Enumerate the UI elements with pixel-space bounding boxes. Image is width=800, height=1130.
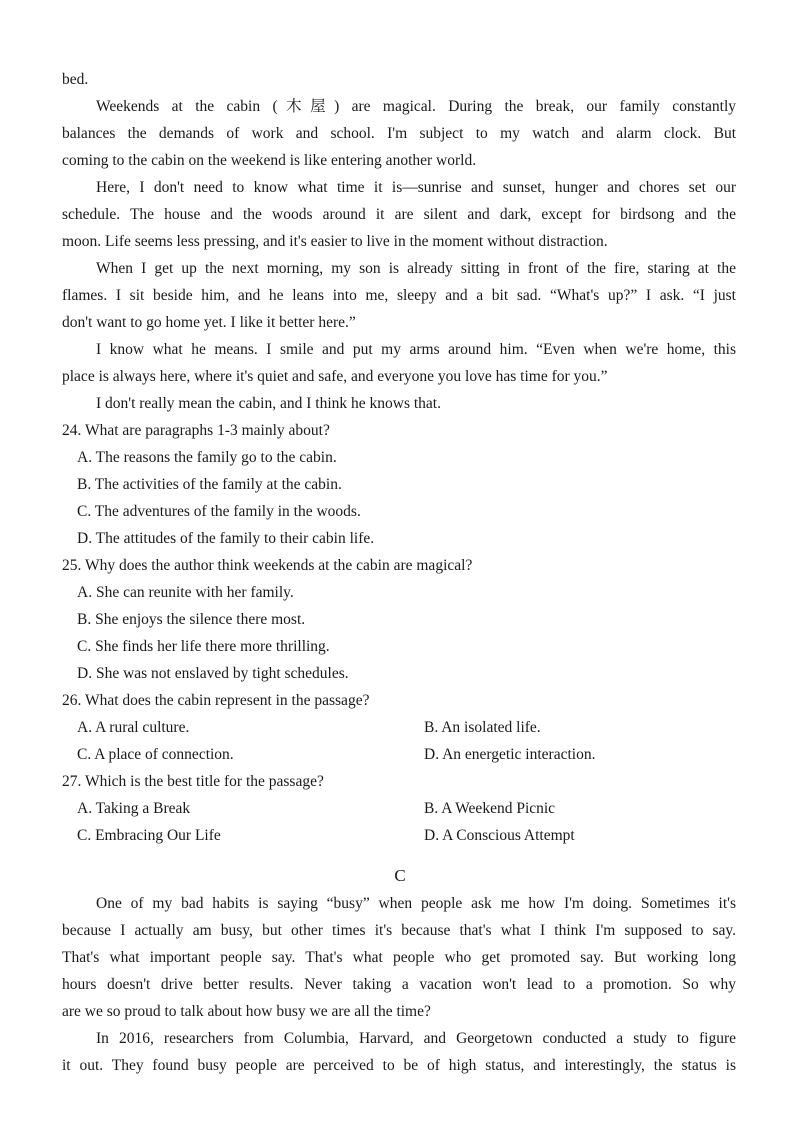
question-26-option-a: A. A rural culture. — [77, 719, 190, 736]
passage-line: are we so proud to talk about how busy we are all the time? — [62, 1003, 431, 1020]
question-27-option-d: D. A Conscious Attempt — [424, 827, 575, 844]
passage-line: hours doesn't drive better results. Never taking a vacation won't lead to a promotion. So why — [62, 976, 736, 993]
passage-line: schedule. The house and the woods around it are silent and dark, except for birdsong and the — [62, 206, 736, 223]
question-24-option-b: B. The activities of the family at the cabin. — [77, 476, 342, 493]
passage-line: flames. I sit beside him, and he leans into me, sleepy and a bit sad. “What's up?” I ask. “I just — [62, 287, 736, 304]
passage-line: because I actually am busy, but other times it's because that's what I think I'm supposed to say. — [62, 922, 736, 939]
paragraph-start: Weekends at the cabin (木屋) are magical. During the break, our family constantly — [96, 98, 736, 115]
passage-line: balances the demands of work and school. I'm subject to my watch and alarm clock. But — [62, 125, 736, 142]
question-24-option-c: C. The adventures of the family in the woods. — [77, 503, 361, 520]
question-26-option-c: C. A place of connection. — [77, 746, 234, 763]
question-27-stem: 27. Which is the best title for the passage? — [62, 773, 324, 790]
paragraph-start: Here, I don't need to know what time it is—sunrise and sunset, hunger and chores set our — [96, 179, 736, 196]
question-27-option-c: C. Embracing Our Life — [77, 827, 221, 844]
passage-line: That's what important people say. That's what people who get promoted say. But working long — [62, 949, 736, 966]
question-25-option-a: A. She can reunite with her family. — [77, 584, 294, 601]
question-25-option-b: B. She enjoys the silence there most. — [77, 611, 306, 628]
passage-line: place is always here, where it's quiet and safe, and everyone you love has time for you.” — [62, 368, 608, 385]
paragraph-start: I know what he means. I smile and put my arms around him. “Even when we're home, this — [96, 341, 736, 358]
passage-line: it out. They found busy people are perceived to be of high status, and interestingly, the status is — [62, 1057, 736, 1074]
question-24-option-a: A. The reasons the family go to the cabin. — [77, 449, 337, 466]
question-27-option-b: B. A Weekend Picnic — [424, 800, 556, 817]
section-heading: C — [394, 866, 406, 885]
passage-line: don't want to go home yet. I like it better here.” — [62, 314, 356, 331]
question-25-stem: 25. Why does the author think weekends at the cabin are magical? — [62, 557, 473, 574]
paragraph-start: I don't really mean the cabin, and I think he knows that. — [96, 395, 441, 412]
question-24-option-d: D. The attitudes of the family to their cabin life. — [77, 530, 375, 547]
passage-line: bed. — [62, 71, 89, 88]
question-25-option-d: D. She was not enslaved by tight schedules. — [77, 665, 349, 682]
question-26-option-b: B. An isolated life. — [424, 719, 541, 736]
question-27-option-a: A. Taking a Break — [77, 800, 191, 817]
question-26-stem: 26. What does the cabin represent in the passage? — [62, 692, 370, 709]
paragraph-start: One of my bad habits is saying “busy” when people ask me how I'm doing. Sometimes it's — [96, 895, 736, 912]
paragraph-start: In 2016, researchers from Columbia, Harvard, and Georgetown conducted a study to figure — [96, 1030, 736, 1047]
question-24-stem: 24. What are paragraphs 1-3 mainly about? — [62, 422, 330, 439]
paragraph-start: When I get up the next morning, my son is already sitting in front of the fire, staring at the — [96, 260, 736, 277]
passage-line: moon. Life seems less pressing, and it's easier to live in the moment without distraction. — [62, 233, 608, 250]
passage-line: coming to the cabin on the weekend is like entering another world. — [62, 152, 477, 169]
question-26-option-d: D. An energetic interaction. — [424, 746, 596, 763]
question-25-option-c: C. She finds her life there more thrilling. — [77, 638, 330, 655]
